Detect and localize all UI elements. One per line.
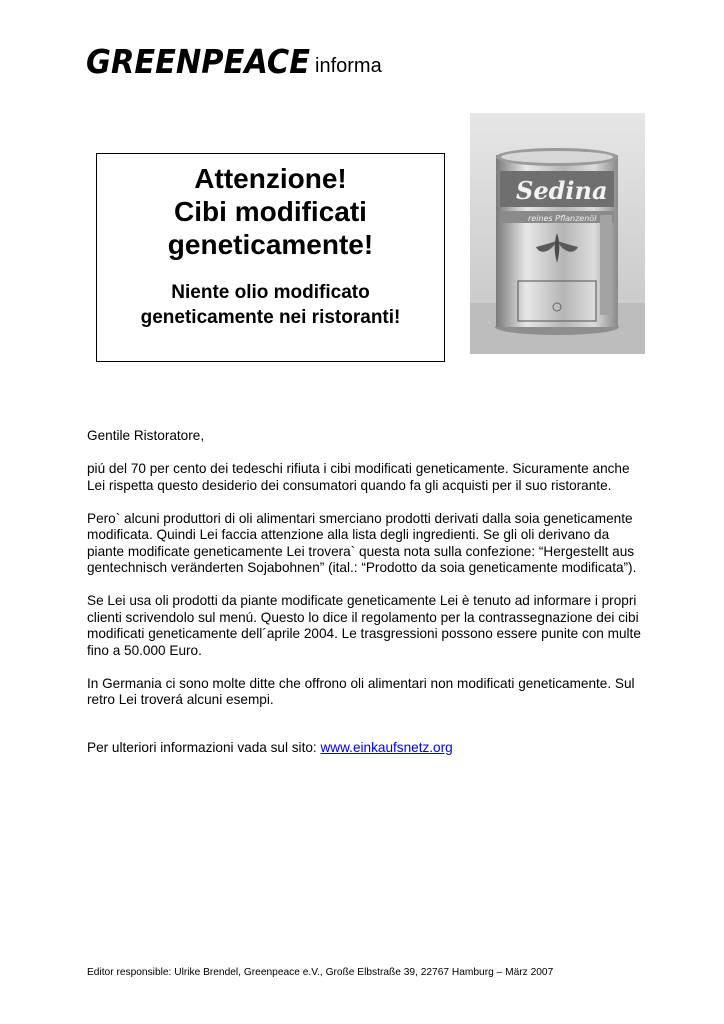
alert-title-line: geneticamente!: [167, 229, 374, 260]
alert-title-line: Attenzione!: [194, 163, 347, 194]
oil-can-image: [470, 113, 645, 354]
alert-subtitle-line: Niente olio modificato: [171, 282, 370, 303]
oil-can-photo: [470, 113, 645, 354]
letter-paragraph: piú del 70 per cento dei tedeschi rifiuta i cibi modificati geneticamente. Sicuramente anche Lei rispetta questo desiderio dei consumatori quando fa gli acquisti per il suo ristorante.: [87, 461, 630, 493]
info-text: Per ulteriori informazioni vada sul sito:: [87, 739, 321, 755]
letter-paragraph: Se Lei usa oli prodotti da piante modificate geneticamente Lei è tenuto ad informare i propri clienti scrivendolo sul menú. Questo lo dice il regolamento per la contrassegnazione dei cibi modificati geneticamente dell´aprile 2004. Le trasgressioni possono essere punite con multe fino a 50.000 Euro.: [87, 593, 641, 658]
alert-box: [96, 153, 445, 362]
website-link[interactable]: www.einkaufsnetz.org: [320, 739, 453, 755]
letter-paragraph: In Germania ci sono molte ditte che offrono oli alimentari non modificati geneticamente. Sul retro Lei troverá alcuni esempi.: [87, 675, 635, 707]
letter-greeting: Gentile Ristoratore,: [87, 428, 205, 443]
alert-title-line: Cibi modificati: [174, 196, 367, 227]
logo-suffix: informa: [315, 55, 382, 77]
alert-subtitle: [97, 280, 444, 330]
greenpeace-logo: [86, 42, 312, 78]
letter-body: [87, 428, 647, 773]
can-sub-label: reines Pflanzenöl: [528, 214, 597, 223]
footer-editor-line: Editor responsible: Ulrike Brendel, Greenpeace e.V., Große Elbstraße 39, 22767 Hamburg – März 2007: [87, 967, 554, 978]
info-line: [87, 740, 647, 757]
logo-wordmark: GREENPEACE: [86, 42, 311, 78]
alert-subtitle-line: geneticamente nei ristoranti!: [140, 307, 401, 328]
brand-lockup: [86, 42, 382, 78]
can-brand-label: Sedina: [516, 176, 608, 205]
alert-title: [97, 162, 444, 261]
header: [86, 42, 382, 78]
letter-paragraph: Pero` alcuni produttori di oli alimentari smerciano prodotti derivati dalla soia geneticamente modificata. Quindi Lei faccia attenzione alla lista degli ingredienti. Se gli oli derivano da piante modificate geneticamente Lei trovera` questa nota sulla confezione: “Hergestellt aus gentechnisch veränderten Sojabohnen” (ital.: “Prodotto da soia geneticamente modificata”).: [87, 510, 637, 575]
